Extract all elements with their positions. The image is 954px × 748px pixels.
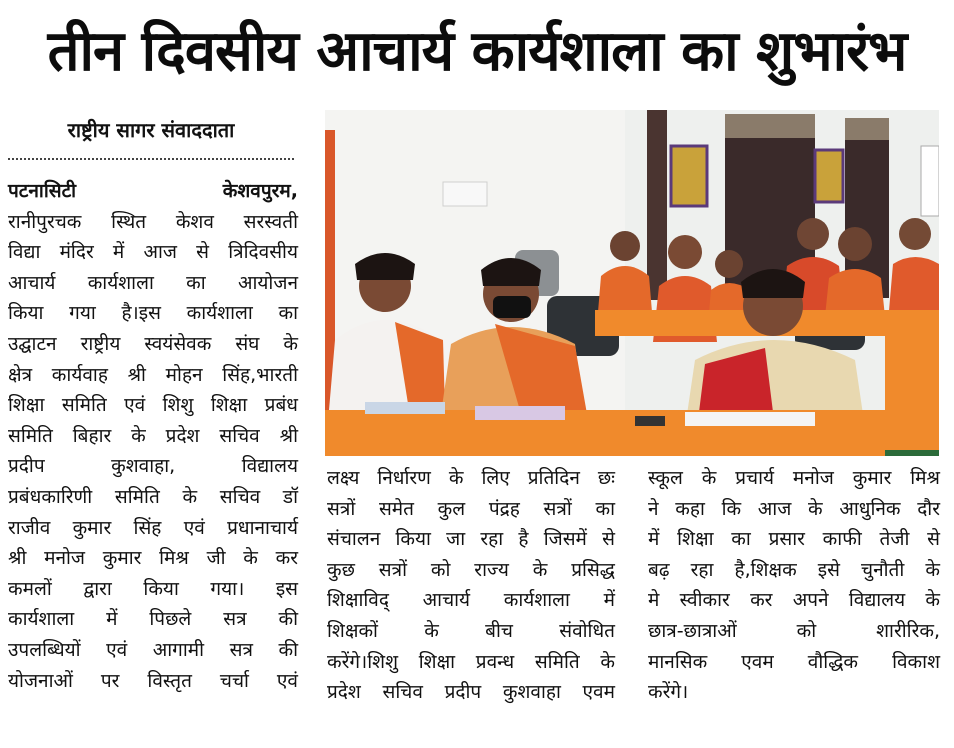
text-line: शिक्षा समिति एवं शिशु शिक्षा प्रबंध [8, 394, 298, 417]
text-line: करेंगे।शिशु शिक्षा प्रवन्ध समिति के [327, 650, 615, 673]
text-line: योजनाओं पर विस्तृत चर्चा एवं [8, 669, 298, 692]
text-line: उद्घाटन राष्ट्रीय स्वयंसेवक संघ के [8, 332, 298, 355]
text-line: लक्ष्य निर्धारण के लिए प्रतिदिन छः [327, 467, 615, 489]
wall-poster [815, 150, 843, 202]
text-line: प्रबंधकारिणी समिति के सचिव डॉ [8, 485, 298, 508]
article-column-3 [648, 463, 940, 708]
text-line: कार्यशाला में पिछले सत्र की [8, 608, 298, 631]
text-line: मानसिक एवम वौद्धिक विकाश [648, 650, 940, 673]
text-line: संचालन किया जा रहा है जिसमें से [327, 528, 615, 551]
article-column-2 [327, 463, 615, 708]
text-line: कमलों द्वारा किया गया। इस [8, 577, 298, 600]
text-line: कुछ सत्रों को राज्य के प्रसिद्ध [327, 558, 615, 581]
text-line: स्कूल के प्रचार्य मनोज कुमार मिश्र [648, 467, 940, 489]
text-line: श्री मनोज कुमार मिश्र जी के कर [8, 547, 298, 570]
headline: तीन दिवसीय आचार्य कार्यशाला का शुभारंभ [47, 19, 907, 84]
text-line: शिक्षकों के बीच संवोधित [327, 619, 615, 642]
text-line: राजीव कुमार सिंह एवं प्रधानाचार्य [8, 516, 298, 539]
curtain [647, 110, 667, 300]
text-line: रानीपुरचक स्थित केशव सरस्वती [8, 210, 298, 233]
byline: राष्ट्रीय सागर संवाददाता [67, 118, 235, 142]
text-line: ने कहा कि आज के आधुनिक दौर [648, 497, 940, 520]
text-line: शिक्षाविद् आचार्य कार्यशाला में [327, 589, 615, 612]
text-line: करेंगे। [648, 681, 689, 704]
text-line: प्रदीप कुशवाहा, विद्यालय [8, 455, 298, 478]
text-line: समिति बिहार के प्रदेश सचिव श्री [8, 424, 298, 447]
text-line: विद्या मंदिर में आज से त्रिदिवसीय [8, 241, 298, 264]
dateline: पटनासिटी केशवपुरम, [8, 180, 298, 202]
text-line: प्रदेश सचिव प्रदीप कुशवाहा एवम [327, 681, 615, 704]
text-line: क्षेत्र कार्यवाह श्री मोहन सिंह,भारती [8, 363, 298, 386]
article-column-1 [8, 176, 298, 696]
text-line: बढ़ रहा है,शिक्षक इसे चुनौती के [648, 558, 940, 581]
byline-divider [8, 158, 294, 160]
text-line: किया गया है।इस कार्यशाला का [8, 302, 298, 325]
text-line: में शिक्षा का प्रसार काफी तेजी से [648, 528, 940, 551]
text-line: आचार्य कार्यशाला का आयोजन [8, 271, 298, 294]
text-line: मे स्वीकार कर अपने विद्यालय के [648, 589, 940, 612]
text-line: सत्रों समेत कुल पंद्रह सत्रों का [327, 497, 615, 520]
text-line: उपलब्धियों एवं आगामी सत्र की [8, 638, 298, 661]
wall-poster [671, 146, 707, 206]
workshop-photo [325, 110, 939, 456]
text-line: छात्र-छात्राओं को शारीरिक, [648, 619, 940, 642]
